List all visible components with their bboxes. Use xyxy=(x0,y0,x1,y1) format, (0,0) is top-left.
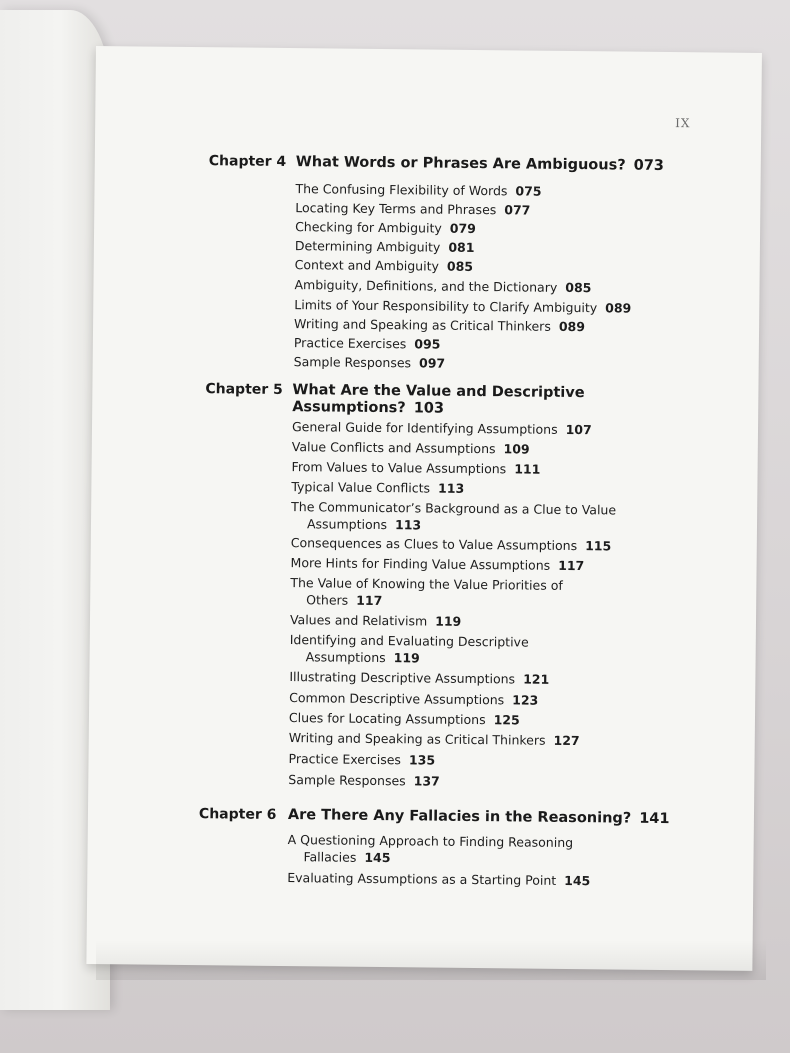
entry-page: 117 xyxy=(558,557,585,574)
entry-page: 137 xyxy=(413,773,440,789)
entry-page: 109 xyxy=(503,441,530,457)
entry-text: Limits of Your Responsibility to Clarify Ambiguity xyxy=(294,297,598,316)
toc-entry xyxy=(289,689,538,709)
toc-entry xyxy=(295,180,541,200)
entry-text: Identifying and Evaluating Descriptive xyxy=(289,632,529,650)
toc-entry xyxy=(291,498,616,535)
entry-text: More Hints for Finding Value Assumptions xyxy=(290,555,551,573)
entry-text: Sample Responses xyxy=(293,354,412,371)
toc-entry xyxy=(292,418,592,438)
chapter-label: Chapter 4 xyxy=(208,153,287,170)
entry-page: 127 xyxy=(553,732,580,749)
entry-text: The Confusing Flexibility of Words xyxy=(295,181,508,199)
entry-text: Values and Relativism xyxy=(289,612,428,629)
entry-text-continued: Assumptions xyxy=(305,649,386,666)
entry-text: A Questioning Approach to Finding Reasoning xyxy=(287,832,574,851)
toc-entry xyxy=(289,709,520,728)
entry-text: Evaluating Assumptions as a Starting Point xyxy=(287,870,557,888)
chapter-label: Chapter 6 xyxy=(198,806,277,823)
entry-page: 115 xyxy=(585,538,612,554)
toc-entry xyxy=(294,315,585,335)
entry-text-continued: Fallacies xyxy=(303,849,357,865)
toc-entry xyxy=(292,438,530,457)
entry-text: General Guide for Identifying Assumptions xyxy=(291,419,558,437)
entry-page: 145 xyxy=(564,872,591,889)
entry-text: Determining Ambiguity xyxy=(294,238,441,255)
entry-page: 111 xyxy=(514,461,541,477)
entry-text-continued: Others xyxy=(306,592,349,608)
entry-text: Writing and Speaking as Critical Thinkers xyxy=(288,730,546,748)
toc-entry xyxy=(290,631,529,667)
chapter-page: 141 xyxy=(639,810,670,828)
entry-text: Locating Key Terms and Phrases xyxy=(295,200,497,218)
toc-entry xyxy=(290,611,461,630)
toc-entry xyxy=(291,478,464,497)
page-number: IX xyxy=(675,116,691,131)
chapter-title-text: What Words or Phrases Are Ambiguous? xyxy=(295,154,626,174)
entry-page: 075 xyxy=(515,183,542,199)
entry-page: 077 xyxy=(504,202,531,218)
toc-entry xyxy=(294,296,631,317)
entry-text-continued: Assumptions xyxy=(306,516,388,533)
entry-page: 107 xyxy=(565,421,592,438)
entry-text: Ambiguity, Definitions, and the Dictionary xyxy=(294,277,558,295)
entry-page: 085 xyxy=(446,258,474,274)
entry-page: 119 xyxy=(435,613,462,629)
entry-page: 113 xyxy=(438,480,465,496)
entry-page: 113 xyxy=(395,517,422,533)
entry-text: Checking for Ambiguity xyxy=(295,219,442,236)
toc-entry xyxy=(291,534,612,554)
chapter-title-text: Are There Any Fallacies in the Reasoning? xyxy=(287,807,632,827)
entry-page: 089 xyxy=(605,300,632,316)
chapter-title xyxy=(292,382,585,419)
entry-text: Typical Value Conflicts xyxy=(291,479,431,496)
toc-entry xyxy=(295,199,530,218)
toc-entry xyxy=(288,750,435,769)
entry-text: Consequences as Clues to Value Assumptions xyxy=(290,535,578,554)
entry-text: Practice Exercises xyxy=(288,751,402,768)
toc-entry xyxy=(289,668,549,688)
toc-entry xyxy=(291,554,585,574)
entry-text: Practice Exercises xyxy=(293,335,407,352)
toc-entry xyxy=(287,869,590,889)
entry-page: 089 xyxy=(558,318,586,335)
entry-page: 097 xyxy=(419,355,446,371)
entry-page: 123 xyxy=(512,692,539,708)
entry-page: 081 xyxy=(448,239,475,255)
toc-entry xyxy=(289,729,580,749)
entry-text: Clues for Locating Assumptions xyxy=(288,710,486,728)
entry-text: From Values to Value Assumptions xyxy=(291,459,507,477)
toc-entry xyxy=(294,334,441,353)
chapter-title-line2: Assumptions? xyxy=(292,399,406,417)
toc-entry xyxy=(295,256,473,275)
entry-text: Context and Ambiguity xyxy=(294,257,439,274)
entry-text: Illustrating Descriptive Assumptions xyxy=(289,669,516,687)
entry-page: 135 xyxy=(408,752,436,768)
chapter-title-line1: What Are the Value and Descriptive xyxy=(292,382,585,402)
book-page xyxy=(86,46,762,971)
entry-page: 095 xyxy=(414,336,441,352)
chapter-page: 103 xyxy=(413,400,445,417)
toc-entry xyxy=(290,574,563,611)
chapter-label: Chapter 5 xyxy=(205,381,283,398)
chapter-page: 073 xyxy=(633,157,665,174)
entry-page: 079 xyxy=(449,220,476,236)
entry-text: The Communicator’s Background as a Clue to Value xyxy=(291,499,617,518)
toc-entry xyxy=(295,237,475,256)
toc-entry xyxy=(294,276,591,296)
toc-entry xyxy=(287,831,573,868)
entry-text: Sample Responses xyxy=(288,772,406,789)
entry-page: 145 xyxy=(364,849,391,866)
entry-page: 125 xyxy=(493,712,520,728)
entry-text: Common Descriptive Assumptions xyxy=(289,690,505,708)
entry-page: 085 xyxy=(565,279,592,296)
entry-text: Value Conflicts and Assumptions xyxy=(291,439,496,457)
entry-text: The Value of Knowing the Value Priorities of xyxy=(290,575,563,593)
page-shadow xyxy=(96,940,766,980)
toc-entry xyxy=(295,218,476,237)
entry-page: 121 xyxy=(523,671,550,687)
chapter-title xyxy=(296,154,664,175)
chapter-title xyxy=(288,807,670,828)
toc-entry xyxy=(292,458,541,478)
entry-text: Writing and Speaking as Critical Thinkers xyxy=(294,316,551,334)
table-of-contents xyxy=(86,46,762,971)
entry-page: 117 xyxy=(356,592,383,609)
toc-entry xyxy=(288,771,440,790)
entry-page: 119 xyxy=(393,650,420,666)
toc-entry xyxy=(294,353,446,372)
